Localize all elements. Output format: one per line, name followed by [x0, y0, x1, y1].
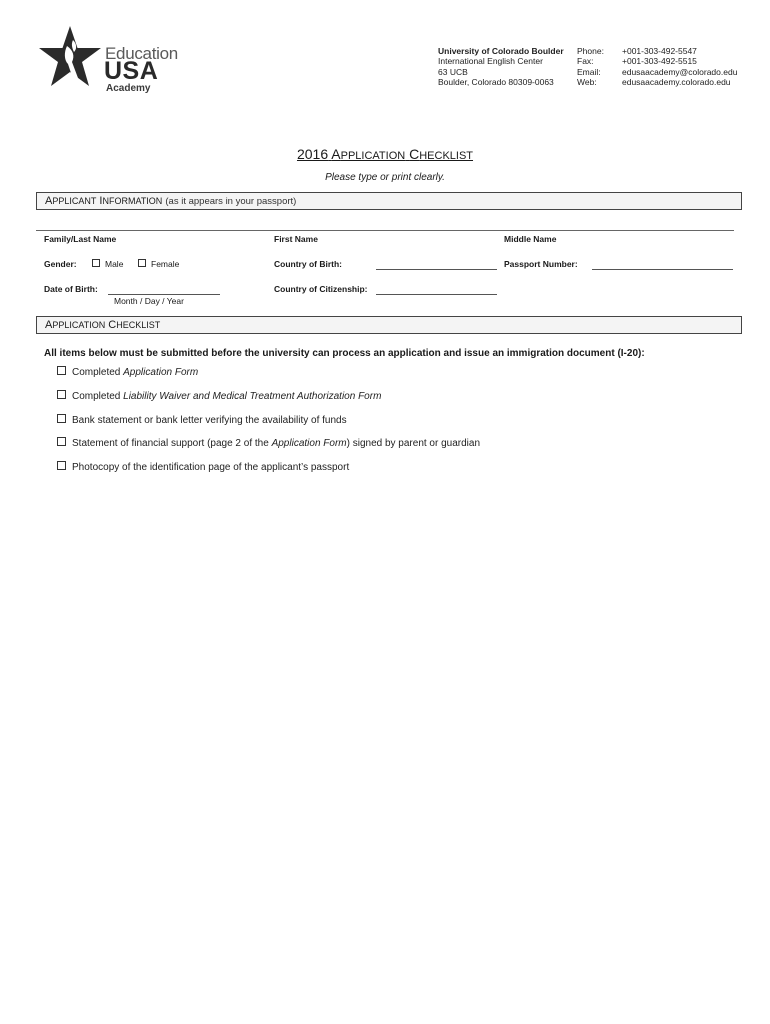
logo-text-usa: USA — [104, 57, 159, 85]
checklist-item[interactable]: Bank statement or bank letter verifying the availability of funds — [57, 414, 347, 426]
first-name-label: First Name — [274, 234, 318, 244]
application-checklist-header: APPLICATION CHECKLIST — [36, 316, 742, 334]
email-label: Email: — [577, 66, 601, 77]
checklist-item[interactable]: Photocopy of the identification page of the applicant’s passport — [57, 461, 349, 473]
family-name-label: Family/Last Name — [44, 234, 117, 244]
logo-text-academy: Academy — [106, 83, 151, 94]
checklist-checkbox[interactable] — [57, 414, 66, 423]
date-format-hint: Month / Day / Year — [114, 296, 184, 306]
contact-values — [622, 46, 737, 88]
address-line: 63 UCB — [438, 66, 468, 77]
email-value: edusaacademy@colorado.edu — [622, 66, 738, 77]
phone-value: +001-303-492-5547 — [622, 46, 697, 56]
checklist-intro: All items below must be submitted before the university can process an application and issue an immigration document (I-20): — [44, 348, 645, 359]
gender-female-option[interactable]: Female — [138, 259, 179, 269]
checklist-item[interactable]: Statement of financial support (page 2 of the Application Form) signed by parent or guardian — [57, 437, 480, 449]
checklist-item[interactable]: Completed Application Form — [57, 366, 198, 378]
country-of-birth-label: Country of Birth: — [274, 259, 342, 269]
checklist-checkbox[interactable] — [57, 366, 66, 375]
name-row-rule — [36, 230, 734, 231]
fax-label: Fax: — [577, 56, 594, 67]
address-line: University of Colorado Boulder — [438, 46, 564, 56]
country-of-citizenship-label: Country of Citizenship: — [274, 284, 368, 294]
passport-note: (as it appears in your passport) — [165, 196, 297, 207]
passport-number-field[interactable] — [592, 269, 733, 270]
male-checkbox[interactable] — [92, 259, 100, 267]
fax-value: +001-303-492-5515 — [622, 56, 697, 67]
page-title: 2016 APPLICATION CHECKLIST — [296, 146, 474, 162]
web-label: Web: — [577, 77, 597, 88]
gender-label: Gender: — [44, 259, 77, 269]
middle-name-label: Middle Name — [504, 234, 557, 244]
gender-male-option[interactable]: Male — [92, 259, 123, 269]
checklist-item[interactable]: Completed Liability Waiver and Medical Treatment Authorization Form — [57, 390, 381, 402]
web-value: edusaacademy.colorado.edu — [622, 77, 731, 88]
date-of-birth-label: Date of Birth: — [44, 284, 98, 294]
logo-text-education: Education — [105, 44, 178, 63]
university-address — [438, 46, 564, 88]
title-year: 2016 — [296, 146, 329, 162]
address-line: International English Center — [438, 56, 543, 67]
checklist-checkbox[interactable] — [57, 461, 66, 470]
passport-number-label: Passport Number: — [504, 259, 578, 269]
country-of-citizenship-field[interactable] — [376, 294, 497, 295]
checklist-checkbox[interactable] — [57, 390, 66, 399]
address-line: Boulder, Colorado 80309-0063 — [438, 77, 554, 88]
country-of-birth-field[interactable] — [376, 269, 497, 270]
checklist-checkbox[interactable] — [57, 437, 66, 446]
date-of-birth-field[interactable] — [108, 294, 220, 295]
page-subtitle: Please type or print clearly. — [325, 172, 445, 183]
education-usa-logo — [37, 26, 177, 96]
contact-labels — [577, 46, 604, 88]
applicant-information-header: APPLICANT INFORMATION (as it appears in your passport) — [36, 192, 742, 210]
star-torch-icon — [37, 26, 103, 90]
phone-label: Phone: — [577, 46, 604, 56]
female-checkbox[interactable] — [138, 259, 146, 267]
